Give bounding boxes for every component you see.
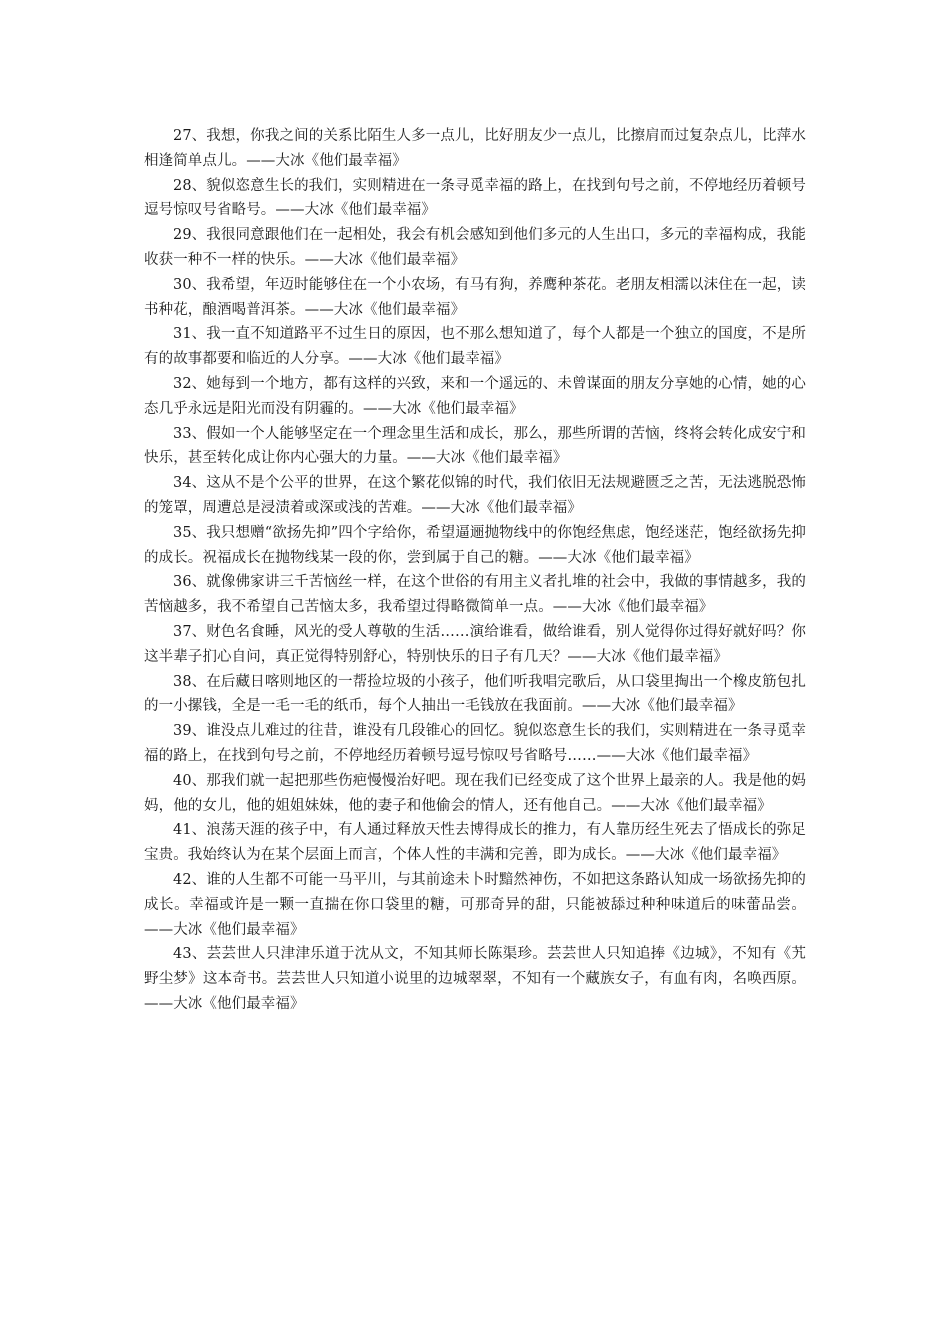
quote-paragraph-27: 27、我想，你我之间的关系比陌生人多一点儿，比好朋友少一点儿，比擦肩而过复杂点儿，比萍水相逢简单点儿。——大冰《他们最幸福》 [144,128,806,169]
quote-paragraph-37: 37、财色名食睡，风光的受人尊敬的生活……演给谁看，做给谁看，别人觉得你过得好就好吗？你这半辈子扪心自问，真正觉得特别舒心，特别快乐的日子有几天？——大冰《他们最幸福》 [144,623,806,665]
quote-paragraph-38: 38、在后藏日喀则地区的一帮捡垃圾的小孩子，他们听我唱完歌后，从口袋里掏出一个橡皮筋包扎的一小摞钱，全是一毛一毛的纸币，每个人抽出一毛钱放在我面前。——大冰《他们最幸福》 [144,673,806,715]
quote-paragraph-29: 29、我很同意跟他们在一起相处，我会有机会感知到他们多元的人生出口，多元的幸福构成，我能收获一种不一样的快乐。——大冰《他们最幸福》 [144,227,806,268]
quote-paragraph-43: 43、芸芸世人只津津乐道于沈从文，不知其师长陈渠珍。芸芸世人只知追捧《边城》，不知有《艽野尘梦》这本奇书。芸芸世人只知道小说里的边城翠翠，不知有一个藏族女子，有血有肉，名唤西原。——大冰《他们最幸福》 [144,946,806,1012]
quote-paragraph-31: 31、我一直不知道路平不过生日的原因，也不那么想知道了，每个人都是一个独立的国度，不是所有的故事都要和临近的人分享。——大冰《他们最幸福》 [144,326,806,368]
quote-paragraph-41: 41、浪荡天涯的孩子中，有人通过释放天性去博得成长的推力，有人靠历经生死去了悟成长的弥足宝贵。我始终认为在某个层面上而言，个体人性的丰满和完善，即为成长。——大冰《他们最幸福》 [144,822,806,864]
quote-paragraph-34: 34、这从不是个公平的世界，在这个繁花似锦的时代，我们依旧无法规避匮乏之苦，无法逃脱恐怖的笼罩，周遭总是浸渍着或深或浅的苦难。——大冰《他们最幸福》 [144,475,806,516]
quote-paragraph-33: 33、假如一个人能够坚定在一个理念里生活和成长，那么，那些所谓的苦恼，终将会转化成安宁和快乐，甚至转化成让你内心强大的力量。——大冰《他们最幸福》 [144,425,806,467]
quote-paragraph-39: 39、谁没点儿难过的往昔，谁没有几段锥心的回忆。貌似恣意生长的我们，实则精进在一条寻觅幸福的路上，在找到句号之前，不停地经历着顿号逗号惊叹号省略号……——大冰《他们最幸福》 [144,723,806,764]
quote-paragraph-40: 40、那我们就一起把那些伤疤慢慢治好吧。现在我们已经变成了这个世界上最亲的人。我是他的妈妈，他的女儿，他的姐姐妹妹，他的妻子和他偷会的情人，还有他自己。——大冰《他们最幸福》 [144,772,806,814]
quote-paragraph-32: 32、她每到一个地方，都有这样的兴致，来和一个遥远的、未曾谋面的朋友分享她的心情，她的心态几乎永远是阳光而没有阴霾的。——大冰《他们最幸福》 [144,375,806,417]
quote-paragraph-28: 28、貌似恣意生长的我们，实则精进在一条寻觅幸福的路上，在找到句号之前，不停地经历着顿号逗号惊叹号省略号。——大冰《他们最幸福》 [144,177,806,219]
quote-paragraph-36: 36、就像佛家讲三千苦恼丝一样，在这个世俗的有用主义者扎堆的社会中，我做的事情越多，我的苦恼越多，我不希望自己苦恼太多，我希望过得略微简单一点。——大冰《他们最幸福》 [144,574,806,616]
quote-paragraph-42: 42、谁的人生都不可能一马平川，与其前途未卜时黯然神伤，不如把这条路认知成一场欲扬先抑的成长。幸福或许是一颗一直揣在你口袋里的糖，可那奇异的甜，只能被舔过种种味道后的味蕾品尝。——大冰《他们最幸福》 [144,871,806,938]
quote-paragraph-35: 35、我只想赠“欲扬先抑”四个字给你，希望逼逦抛物线中的你饱经焦虑，饱经迷茫，饱经欲扬先抑的成长。祝福成长在抛物线某一段的你，尝到属于自己的糖。——大冰《他们最幸福》 [144,524,806,566]
quote-paragraph-30: 30、我希望，年迈时能够住在一个小农场，有马有狗，养鹰种茶花。老朋友相濡以沫住在一起，读书种花，酿酒喝普洱茶。——大冰《他们最幸福》 [144,276,806,318]
document-body [144,124,806,1017]
